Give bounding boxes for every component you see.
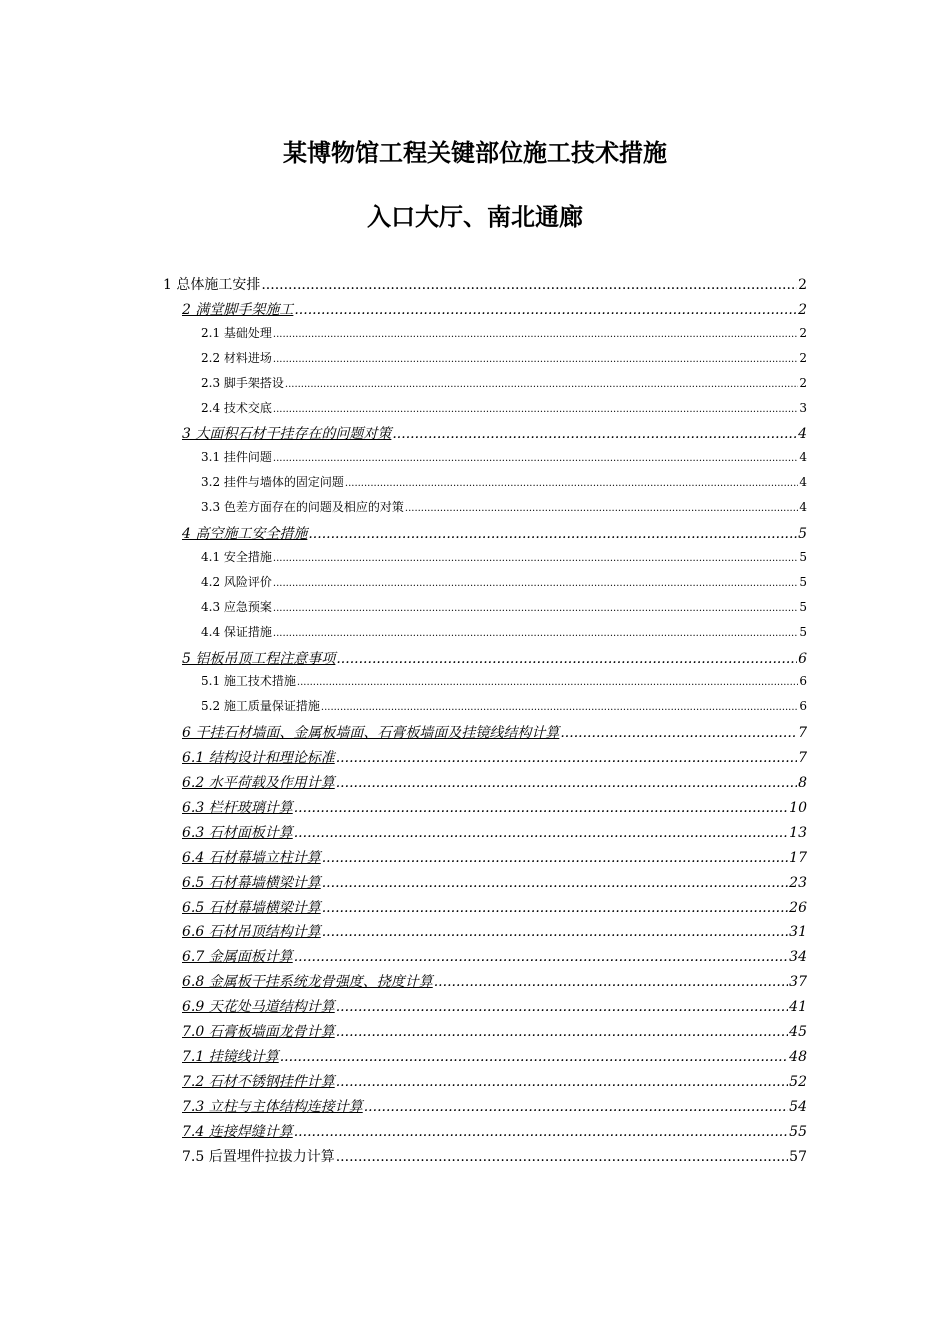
toc-entry[interactable]: [182, 648, 807, 668]
toc-entry[interactable]: [182, 1021, 807, 1041]
toc-leader-dots: [345, 478, 798, 489]
toc-entry[interactable]: [182, 722, 807, 742]
toc-entry[interactable]: [163, 274, 807, 294]
toc-entry-label: 6.8 金属板干挂系统龙骨强度、挠度计算: [182, 974, 433, 991]
toc-leader-dots: [294, 302, 797, 318]
toc-leader-dots: [273, 329, 798, 340]
toc-entry-page: 6: [799, 674, 807, 689]
toc-entry-page: 48: [789, 1048, 807, 1065]
toc-entry[interactable]: [182, 921, 807, 941]
toc-entry-label: 3.1 挂件问题: [201, 450, 272, 465]
toc-entry[interactable]: [201, 573, 807, 590]
toc-entry-page: 5: [798, 526, 807, 542]
toc-entry-page: 52: [789, 1073, 807, 1090]
toc-entry-label: 2.4 技术交底: [201, 400, 272, 415]
toc-entry[interactable]: [182, 1046, 807, 1066]
toc-entry[interactable]: [182, 847, 807, 867]
toc-leader-dots: [261, 277, 797, 293]
toc-entry-label: 4.3 应急预案: [201, 599, 272, 614]
toc-entry-label: 2.2 材料进场: [201, 350, 272, 365]
document-subtitle: 入口大厅、南北通廊: [367, 203, 583, 231]
toc-leader-dots: [336, 750, 797, 766]
toc-entry-label: 4.1 安全措施: [201, 549, 272, 564]
toc-entry-page: 57: [789, 1148, 807, 1165]
toc-leader-dots: [405, 503, 798, 514]
toc-entry-page: 26: [789, 899, 807, 916]
toc-entry[interactable]: [182, 946, 807, 966]
toc-leader-dots: [285, 379, 798, 390]
toc-entry-label: 6.6 石材吊顶结构计算: [182, 924, 321, 941]
toc-entry-page: 7: [798, 725, 807, 742]
toc-entry-label: 6.1 结构设计和理论标准: [182, 750, 335, 767]
toc-entry-page: 13: [789, 824, 807, 841]
toc-entry-label: 6.2 水平荷载及作用计算: [182, 775, 335, 791]
toc-leader-dots: [273, 553, 798, 564]
toc-entry[interactable]: [182, 1071, 807, 1091]
toc-entry-label: 6.4 石材幕墙立柱计算: [182, 849, 321, 866]
toc-entry-page: 4: [799, 450, 807, 465]
toc-leader-dots: [280, 1049, 788, 1065]
toc-leader-dots: [294, 949, 788, 965]
toc-entry-label: 4.4 保证措施: [201, 624, 272, 639]
toc-entry-label: 6.5 石材幕墙横梁计算: [182, 899, 321, 916]
toc-entry-page: 31: [789, 924, 807, 941]
toc-entry[interactable]: [182, 1096, 807, 1116]
toc-leader-dots: [273, 453, 798, 464]
toc-entry-page: 4: [799, 475, 807, 490]
toc-leader-dots: [308, 526, 797, 542]
toc-entry-page: 6: [798, 650, 807, 667]
toc-entry-page: 2: [799, 375, 807, 390]
toc-leader-dots: [392, 426, 797, 442]
toc-entry-label: 4 高空施工安全措施: [182, 526, 308, 542]
toc-entry[interactable]: [182, 299, 807, 319]
toc-entry[interactable]: [182, 797, 807, 817]
toc-entry-page: 5: [799, 574, 807, 589]
toc-entry-page: 17: [789, 849, 807, 866]
toc-entry[interactable]: [182, 996, 807, 1016]
toc-leader-dots: [294, 825, 788, 841]
toc-entry[interactable]: [182, 1146, 807, 1166]
toc-entry-label: 1 总体施工安排: [163, 277, 261, 293]
toc-entry-page: 4: [798, 426, 807, 443]
toc-entry[interactable]: [201, 324, 807, 341]
toc-leader-dots: [336, 1149, 788, 1165]
toc-entry[interactable]: [201, 598, 807, 615]
toc-leader-dots: [322, 924, 788, 940]
toc-entry[interactable]: [182, 822, 807, 842]
toc-leader-dots: [434, 974, 788, 990]
toc-entry[interactable]: [201, 448, 807, 465]
toc-entry-label: 7.4 连接焊缝计算: [182, 1123, 293, 1140]
toc-entry-page: 37: [789, 974, 807, 991]
toc-entry-page: 5: [799, 549, 807, 564]
toc-leader-dots: [322, 875, 788, 891]
document-title: 某博物馆工程关键部位施工技术措施: [283, 139, 667, 167]
toc-entry[interactable]: [201, 374, 807, 391]
toc-entry[interactable]: [182, 872, 807, 892]
toc-entry-page: 10: [789, 799, 807, 816]
toc-entry-label: 6.5 石材幕墙横梁计算: [182, 874, 321, 891]
toc-entry-page: 2: [798, 277, 807, 293]
toc-entry-label: 2 满堂脚手架施工: [182, 301, 294, 318]
toc-leader-dots: [336, 1024, 788, 1040]
toc-leader-dots: [273, 354, 798, 365]
toc-entry[interactable]: [182, 971, 807, 991]
toc-entry[interactable]: [201, 349, 807, 366]
toc-entry-page: 2: [798, 301, 807, 318]
toc-entry-label: 4.2 风险评价: [201, 574, 272, 589]
toc-entry[interactable]: [182, 897, 807, 917]
toc-entry-label: 7.5 后置埋件拉拔力计算: [182, 1148, 335, 1165]
toc-entry[interactable]: [201, 473, 807, 490]
toc-leader-dots: [294, 1124, 788, 1140]
toc-leader-dots: [560, 725, 797, 741]
toc-entry-label: 7.0 石膏板墙面龙骨计算: [182, 1024, 335, 1040]
toc-entry-page: 2: [799, 350, 807, 365]
toc-entry-page: 5: [799, 624, 807, 639]
toc-entry-label: 2.1 基础处理: [201, 325, 272, 340]
toc-entry-page: 2: [799, 325, 807, 340]
toc-entry-label: 3.2 挂件与墙体的固定问题: [201, 475, 344, 490]
toc-entry-label: 6.7 金属面板计算: [182, 949, 293, 966]
toc-leader-dots: [322, 900, 788, 916]
toc-entry-label: 5.2 施工质量保证措施: [201, 699, 320, 714]
toc-leader-dots: [336, 999, 788, 1015]
toc-entry-label: 6 干挂石材墙面、金属板墙面、石膏板墙面及挂镜线结构计算: [182, 725, 560, 742]
toc-entry-page: 45: [789, 1024, 807, 1040]
toc-entry-page: 55: [789, 1123, 807, 1140]
toc-entry[interactable]: [182, 772, 807, 792]
toc-leader-dots: [273, 404, 798, 415]
toc-entry[interactable]: [201, 623, 807, 640]
toc-entry-label: 5.1 施工技术措施: [201, 674, 296, 689]
toc-entry-label: 2.3 脚手架搭设: [201, 375, 284, 390]
toc-entry-label: 3.3 色差方面存在的问题及相应的对策: [201, 500, 404, 515]
toc-entry[interactable]: [182, 747, 807, 767]
toc-entry-page: 54: [789, 1098, 807, 1115]
toc-entry-page: 41: [789, 999, 807, 1016]
toc-entry-page: 4: [799, 500, 807, 515]
toc-entry[interactable]: [201, 697, 807, 714]
toc-entry[interactable]: [182, 423, 807, 443]
toc-leader-dots: [336, 1074, 788, 1090]
toc-entry-label: 6.3 石材面板计算: [182, 824, 293, 841]
toc-leader-dots: [294, 800, 788, 816]
toc-leader-dots: [336, 775, 797, 791]
toc-leader-dots: [322, 850, 788, 866]
toc-entry-label: 7.3 立柱与主体结构连接计算: [182, 1098, 363, 1115]
toc-leader-dots: [273, 628, 798, 639]
toc-entry-page: 34: [789, 949, 807, 966]
toc-leader-dots: [297, 677, 798, 688]
toc-entry[interactable]: [201, 672, 807, 689]
toc-leader-dots: [321, 702, 798, 713]
toc-entry-label: 7.2 石材不锈钢挂件计算: [182, 1073, 335, 1090]
toc-entry-label: 5 铝板吊顶工程注意事项: [182, 650, 336, 667]
toc-entry-label: 6.3 栏杆玻璃计算: [182, 799, 293, 816]
toc-entry-label: 7.1 挂镜线计算: [182, 1048, 279, 1065]
toc-entry[interactable]: [201, 548, 807, 565]
toc-entry[interactable]: [182, 523, 807, 543]
toc-leader-dots: [273, 603, 798, 614]
toc-entry-page: 6: [799, 699, 807, 714]
toc-entry-page: 7: [798, 750, 807, 767]
toc-entry[interactable]: [201, 498, 807, 515]
toc-leader-dots: [364, 1099, 788, 1115]
toc-leader-dots: [273, 578, 798, 589]
toc-entry[interactable]: [182, 1121, 807, 1141]
toc-entry-page: 3: [799, 400, 807, 415]
toc-entry-label: 3 大面积石材干挂存在的问题对策: [182, 426, 392, 443]
toc-entry-label: 6.9 天花处马道结构计算: [182, 999, 335, 1016]
toc-entry[interactable]: [201, 399, 807, 416]
toc-entry-page: 8: [798, 775, 807, 791]
toc-entry-page: 5: [799, 599, 807, 614]
toc-entry-page: 23: [789, 874, 807, 891]
toc-leader-dots: [336, 651, 797, 667]
